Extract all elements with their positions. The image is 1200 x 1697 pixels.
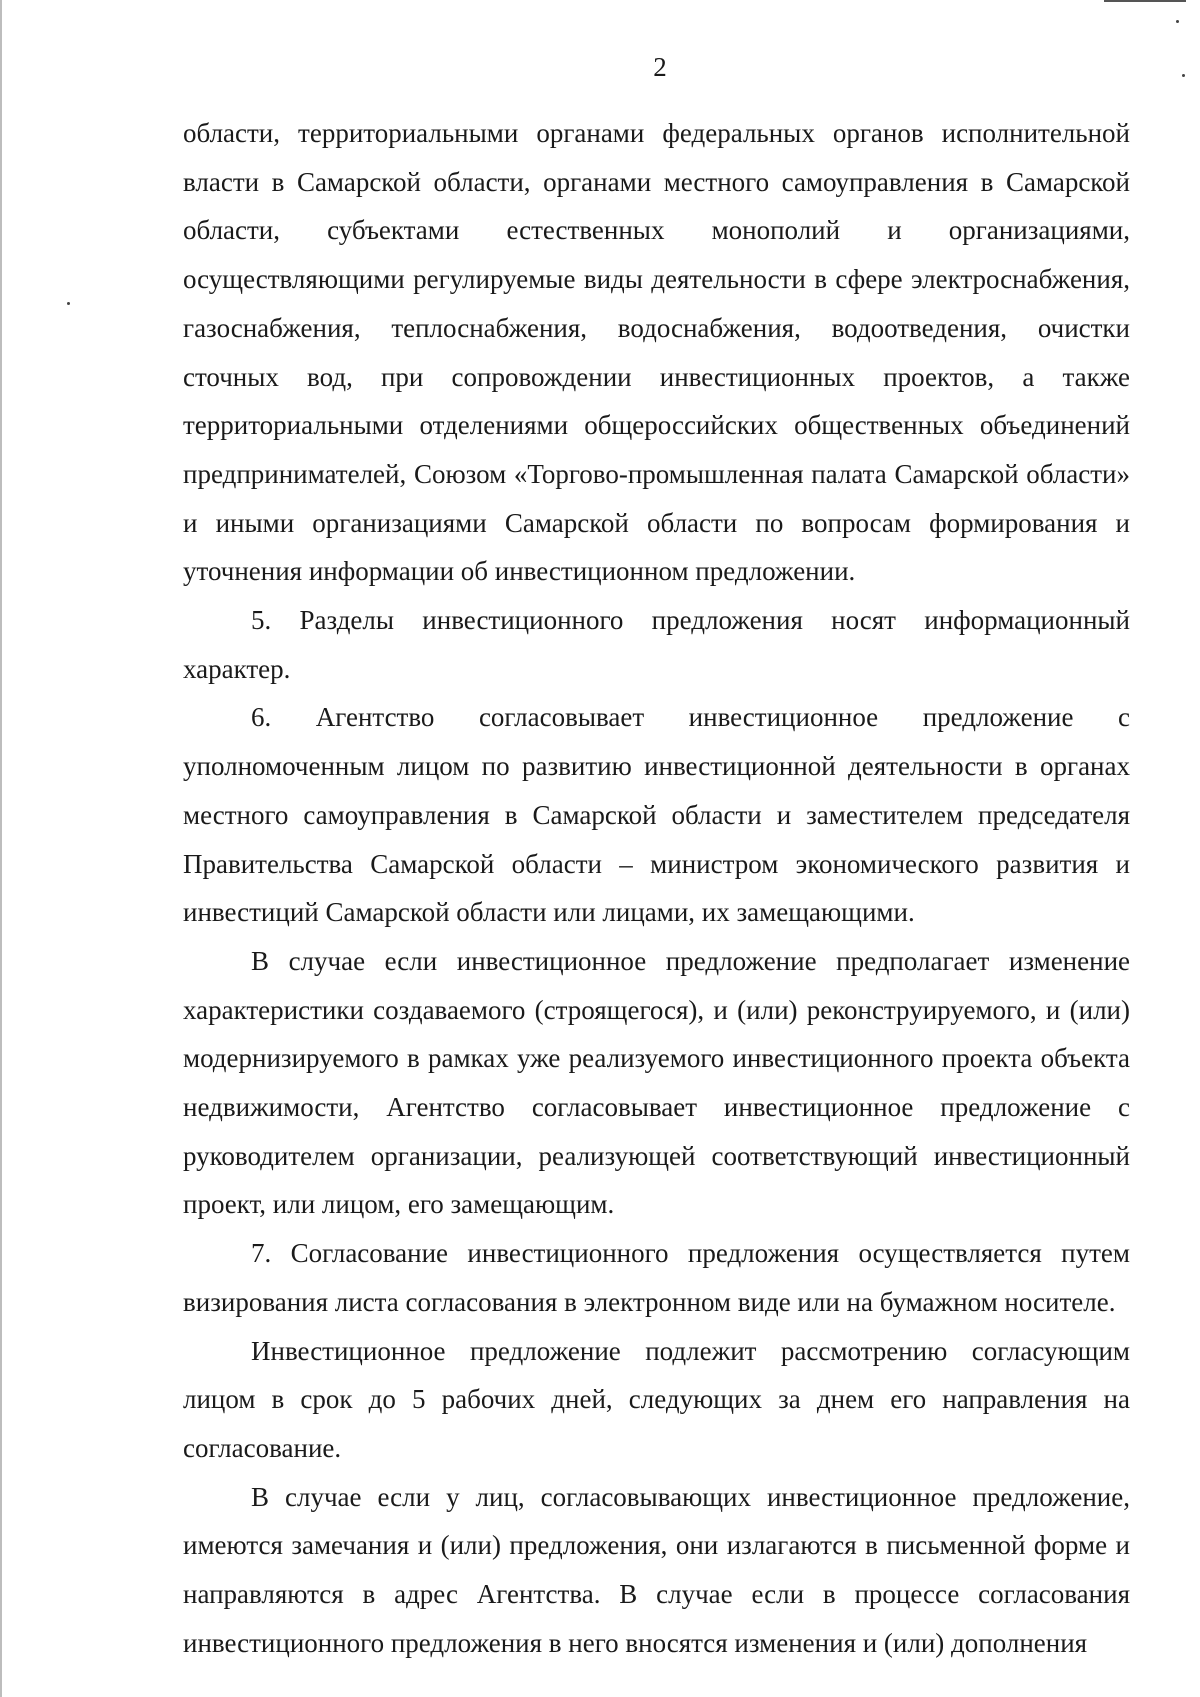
document-body [183, 109, 1130, 1668]
paragraph-item-6-case: В случае если инвестиционное предложение предполагает изменение характеристики создаваемого (строящегося), и (или) реконструируемого, и (или) модернизируемого в рамках уже реализуемого инвестиционного проекта объекта недвижимости, Агентство согласовывает инвестиционное предложение с руководителем организации, реализующей соответствующий инвестиционный проект, или лицом, его замещающим. [183, 945, 1130, 1220]
page-number: 2 [653, 52, 667, 82]
scan-speck [1176, 20, 1179, 23]
paragraph-item-5: 5. Разделы инвестиционного предложения носят информационный характер. [183, 605, 1130, 684]
paragraph-review-term: Инвестиционное предложение подлежит рассмотрению согласующим лицом в срок до 5 рабочих дней, следующих за днем его направления на согласование. [183, 1335, 1130, 1463]
paragraph-item-6: 6. Агентство согласовывает инвестиционное предложение с уполномоченным лицом по развитию инвестиционной деятельности в органах местного самоуправления в Самарской области и заместителем председателя Правительства Самарской области – министром экономического развития и инвестиций Самарской области или лицами, их замещающими. [183, 702, 1130, 928]
scan-top-mark [1104, 0, 1186, 2]
paragraph-remarks: В случае если у лиц, согласовывающих инвестиционное предложение, имеются замечания и (или) предложения, они излагаются в письменной форме и направляются в адрес Агентства. В случае если в процессе согласования инвестиционного предложения в него вносятся изменения и (или) дополнения [183, 1481, 1130, 1658]
paragraph-continuation: области, территориальными органами федеральных органов исполнительной власти в Самарской области, органами местного самоуправления в Самарской области, субъектами естественных монополий и организациями, осуществляющими регулируемые виды деятельности в сфере электроснабжения, газоснабжения, теплоснабжения, водоснабжения, водоотведения, очистки сточных вод, при сопровождении инвестиционных проектов, а также территориальными отделениями общероссийских общественных объединений предпринимателей, Союзом «Торгово-промышленная палата Самарской области» и иными организациями Самарской области по вопросам формирования и уточнения информации об инвестиционном предложении. [183, 118, 1130, 587]
scan-speck [67, 302, 70, 305]
scan-left-edge [0, 0, 2, 1697]
paragraph-item-7: 7. Согласование инвестиционного предложения осуществляется путем визирования листа согласования в электронном виде или на бумажном носителе. [183, 1238, 1130, 1317]
